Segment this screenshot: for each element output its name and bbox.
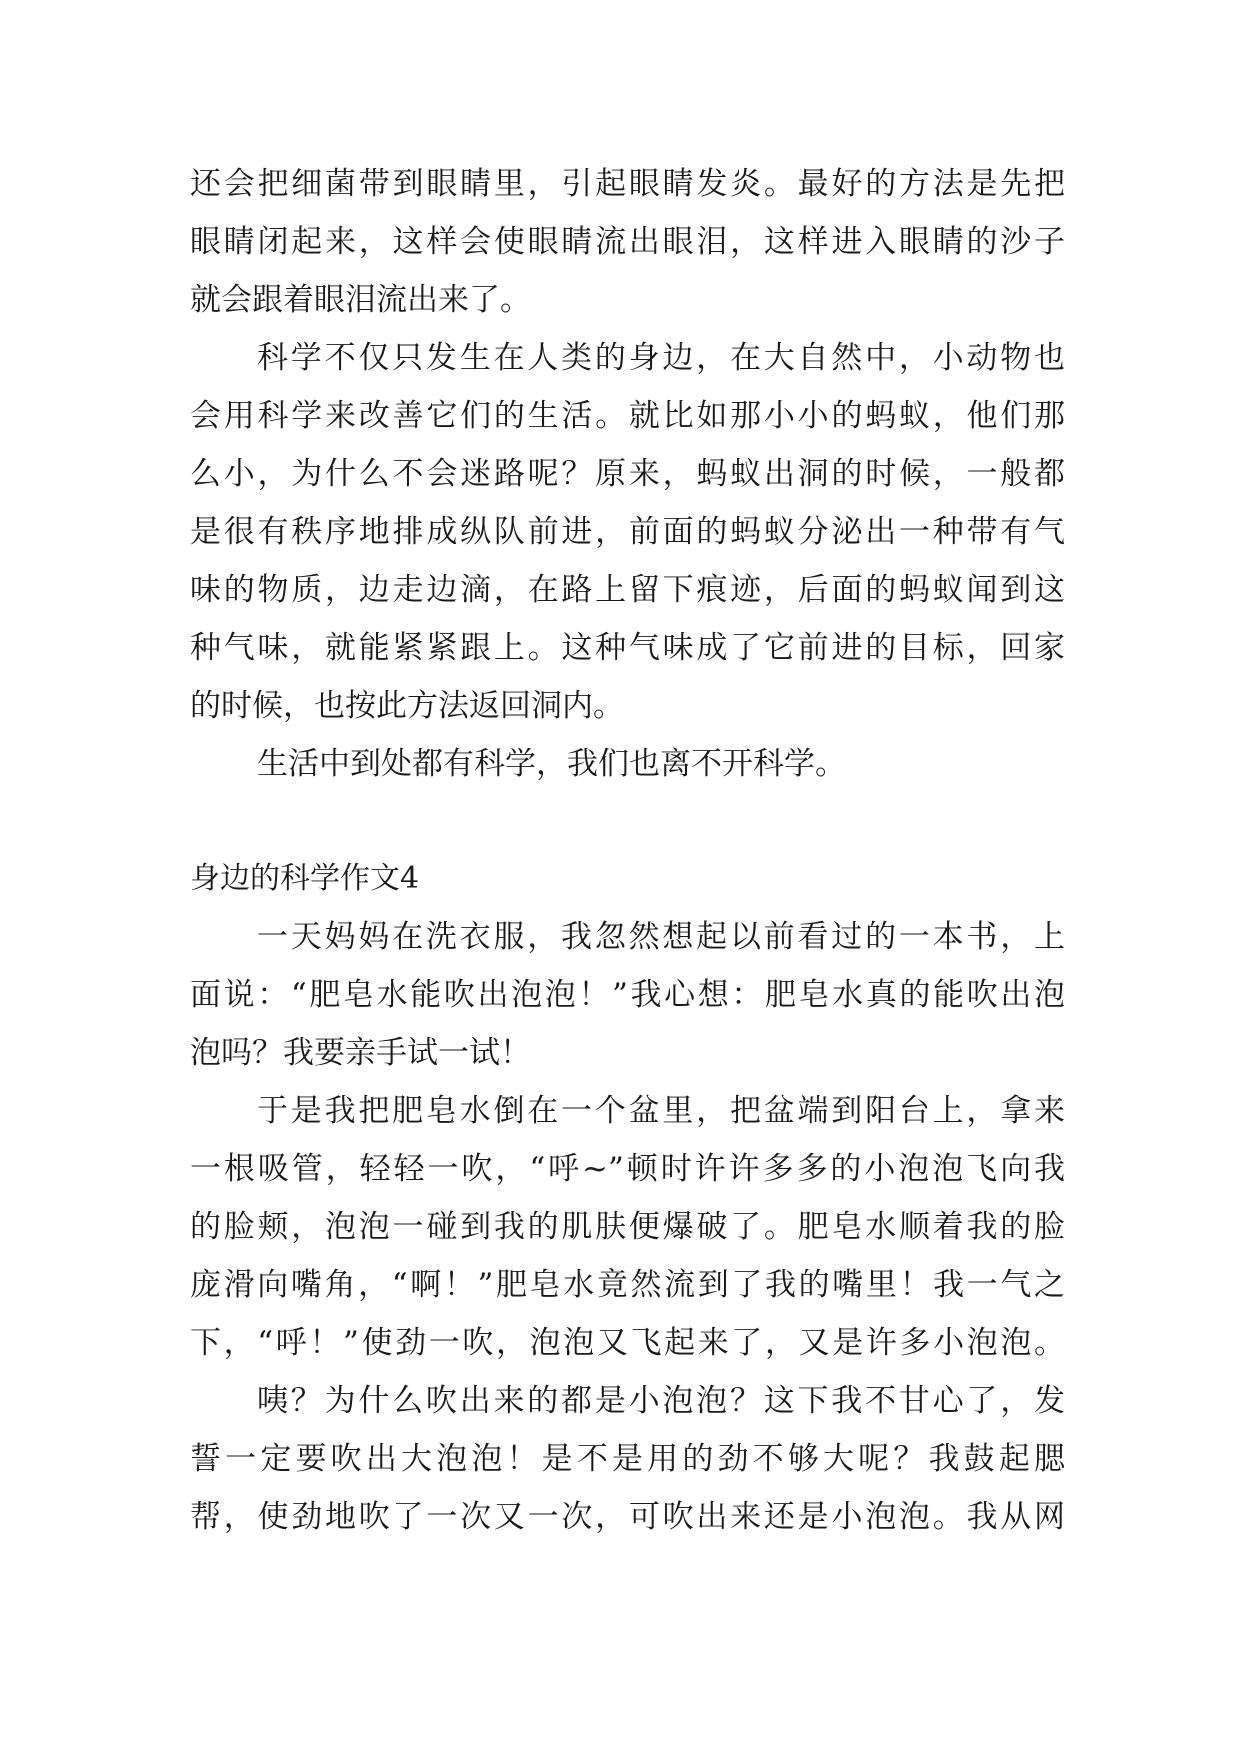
text-line: 的脸颊，泡泡一碰到我的肌肤便爆破了。肥皂水顺着我的脸 — [190, 1209, 1065, 1245]
text-line: 泡吗？我要亲手试一试！ — [190, 1035, 531, 1071]
text-line: 帮，使劲地吹了一次又一次，可吹出来还是小泡泡。我从网 — [190, 1499, 1065, 1535]
text-line: 么小，为什么不会迷路呢？原来，蚂蚁出洞的时候，一般都 — [190, 456, 1065, 492]
text-line: 面说：“肥皂水能吹出泡泡！”我心想：肥皂水真的能吹出泡 — [190, 977, 1065, 1013]
section-heading: 身边的科学作文4 — [190, 861, 420, 896]
text-line: 就会跟着眼泪流出来了。 — [190, 282, 531, 318]
text-line: 还会把细菌带到眼睛里，引起眼睛发炎。最好的方法是先把 — [190, 166, 1065, 202]
text-line: 一根吸管，轻轻一吹，“呼~”顿时许许多多的小泡泡飞向我 — [190, 1151, 1065, 1187]
text-line: 眼睛闭起来，这样会使眼睛流出眼泪，这样进入眼睛的沙子 — [190, 224, 1065, 260]
text-line: 味的物质，边走边滴，在路上留下痕迹，后面的蚂蚁闻到这 — [190, 572, 1065, 608]
text-line: 庞滑向嘴角，“啊！”肥皂水竟然流到了我的嘴里！我一气之 — [190, 1267, 1065, 1303]
text-line: 生活中到处都有科学，我们也离不开科学。 — [257, 746, 846, 782]
text-line: 咦？为什么吹出来的都是小泡泡？这下我不甘心了，发 — [257, 1383, 1065, 1419]
text-line: 于是我把肥皂水倒在一个盆里，把盆端到阳台上，拿来 — [257, 1093, 1065, 1129]
text-line: 会用科学来改善它们的生活。就比如那小小的蚂蚁，他们那 — [190, 398, 1065, 434]
text-line: 种气味，就能紧紧跟上。这种气味成了它前进的目标，回家 — [190, 630, 1065, 666]
text-line: 下，“呼！”使劲一吹，泡泡又飞起来了，又是许多小泡泡。 — [190, 1325, 1065, 1361]
text-line: 誓一定要吹出大泡泡！是不是用的劲不够大呢？我鼓起腮 — [190, 1441, 1065, 1477]
text-line: 一天妈妈在洗衣服，我忽然想起以前看过的一本书，上 — [257, 919, 1065, 955]
text-line: 是很有秩序地排成纵队前进，前面的蚂蚁分泌出一种带有气 — [190, 514, 1065, 550]
text-line: 的时候，也按此方法返回洞内。 — [190, 688, 624, 724]
text-line: 科学不仅只发生在人类的身边，在大自然中，小动物也 — [257, 340, 1065, 376]
